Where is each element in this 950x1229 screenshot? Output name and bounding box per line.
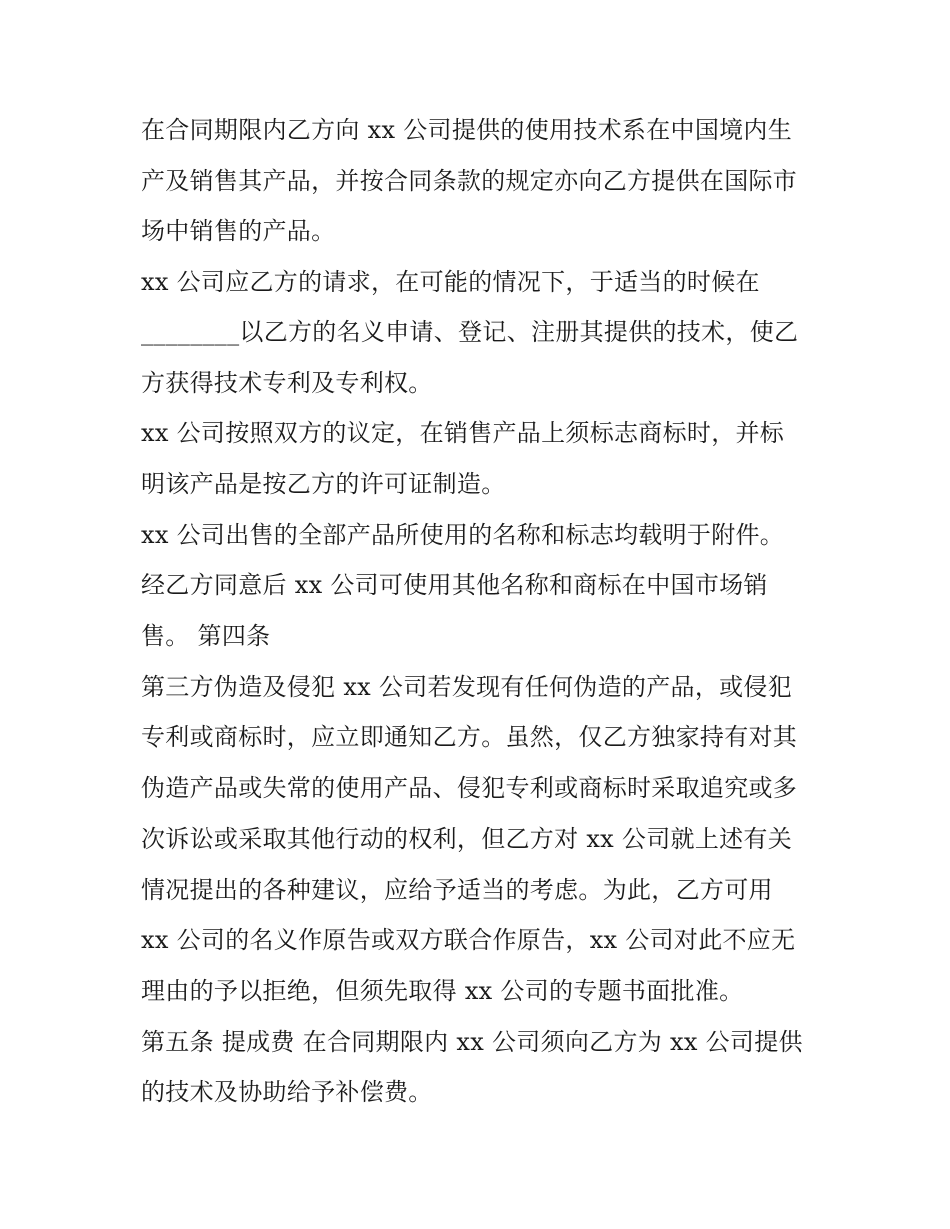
text-line: xx 公司应乙方的请求，在可能的情况下，于适当的时候在 xyxy=(141,268,760,296)
text-line: 情况提出的各种建议，应给予适当的考虑。为此，乙方可用 xyxy=(141,876,773,904)
text-line: 次诉讼或采取其他行动的权利，但乙方对 xx 公司就上述有关 xyxy=(141,825,793,853)
text-line: xx 公司出售的全部产品所使用的名称和标志均载明于附件。 xyxy=(141,521,785,549)
text-line: 的技术及协助给予补偿费。 xyxy=(141,1078,433,1106)
text-line: 理由的予以拒绝，但须先取得 xx 公司的专题书面批准。 xyxy=(141,977,744,1005)
text-line: 经乙方同意后 xx 公司可使用其他名称和商标在中国市场销 xyxy=(141,571,768,599)
text-line: xx 公司的名义作原告或双方联合作原告，xx 公司对此不应无 xyxy=(141,926,796,954)
text-line: 售。 第四条 xyxy=(141,622,271,650)
text-line: 方获得技术专利及专利权。 xyxy=(141,369,433,397)
text-line: 专利或商标时，应立即通知乙方。虽然，仅乙方独家持有对其 xyxy=(141,723,798,751)
text-line: 第三方伪造及侵犯 xx 公司若发现有任何伪造的产品，或侵犯 xyxy=(141,673,793,701)
text-line: 产及销售其产品，并按合同条款的规定亦向乙方提供在国际市 xyxy=(141,167,798,195)
text-line: 在合同期限内乙方向 xx 公司提供的使用技术系在中国境内生 xyxy=(141,116,793,144)
text-line: xx 公司按照双方的议定，在销售产品上须标志商标时，并标 xyxy=(141,419,785,447)
text-line: ________以乙方的名义申请、登记、注册其提供的技术，使乙 xyxy=(141,318,799,346)
text-line: 伪造产品或失常的使用产品、侵犯专利或商标时采取追究或多 xyxy=(141,774,798,802)
text-line: 场中销售的产品。 xyxy=(141,217,336,245)
text-line: 第五条 提成费 在合同期限内 xx 公司须向乙方为 xx 公司提供 xyxy=(141,1028,803,1056)
text-line: 明该产品是按乙方的许可证制造。 xyxy=(141,470,506,498)
